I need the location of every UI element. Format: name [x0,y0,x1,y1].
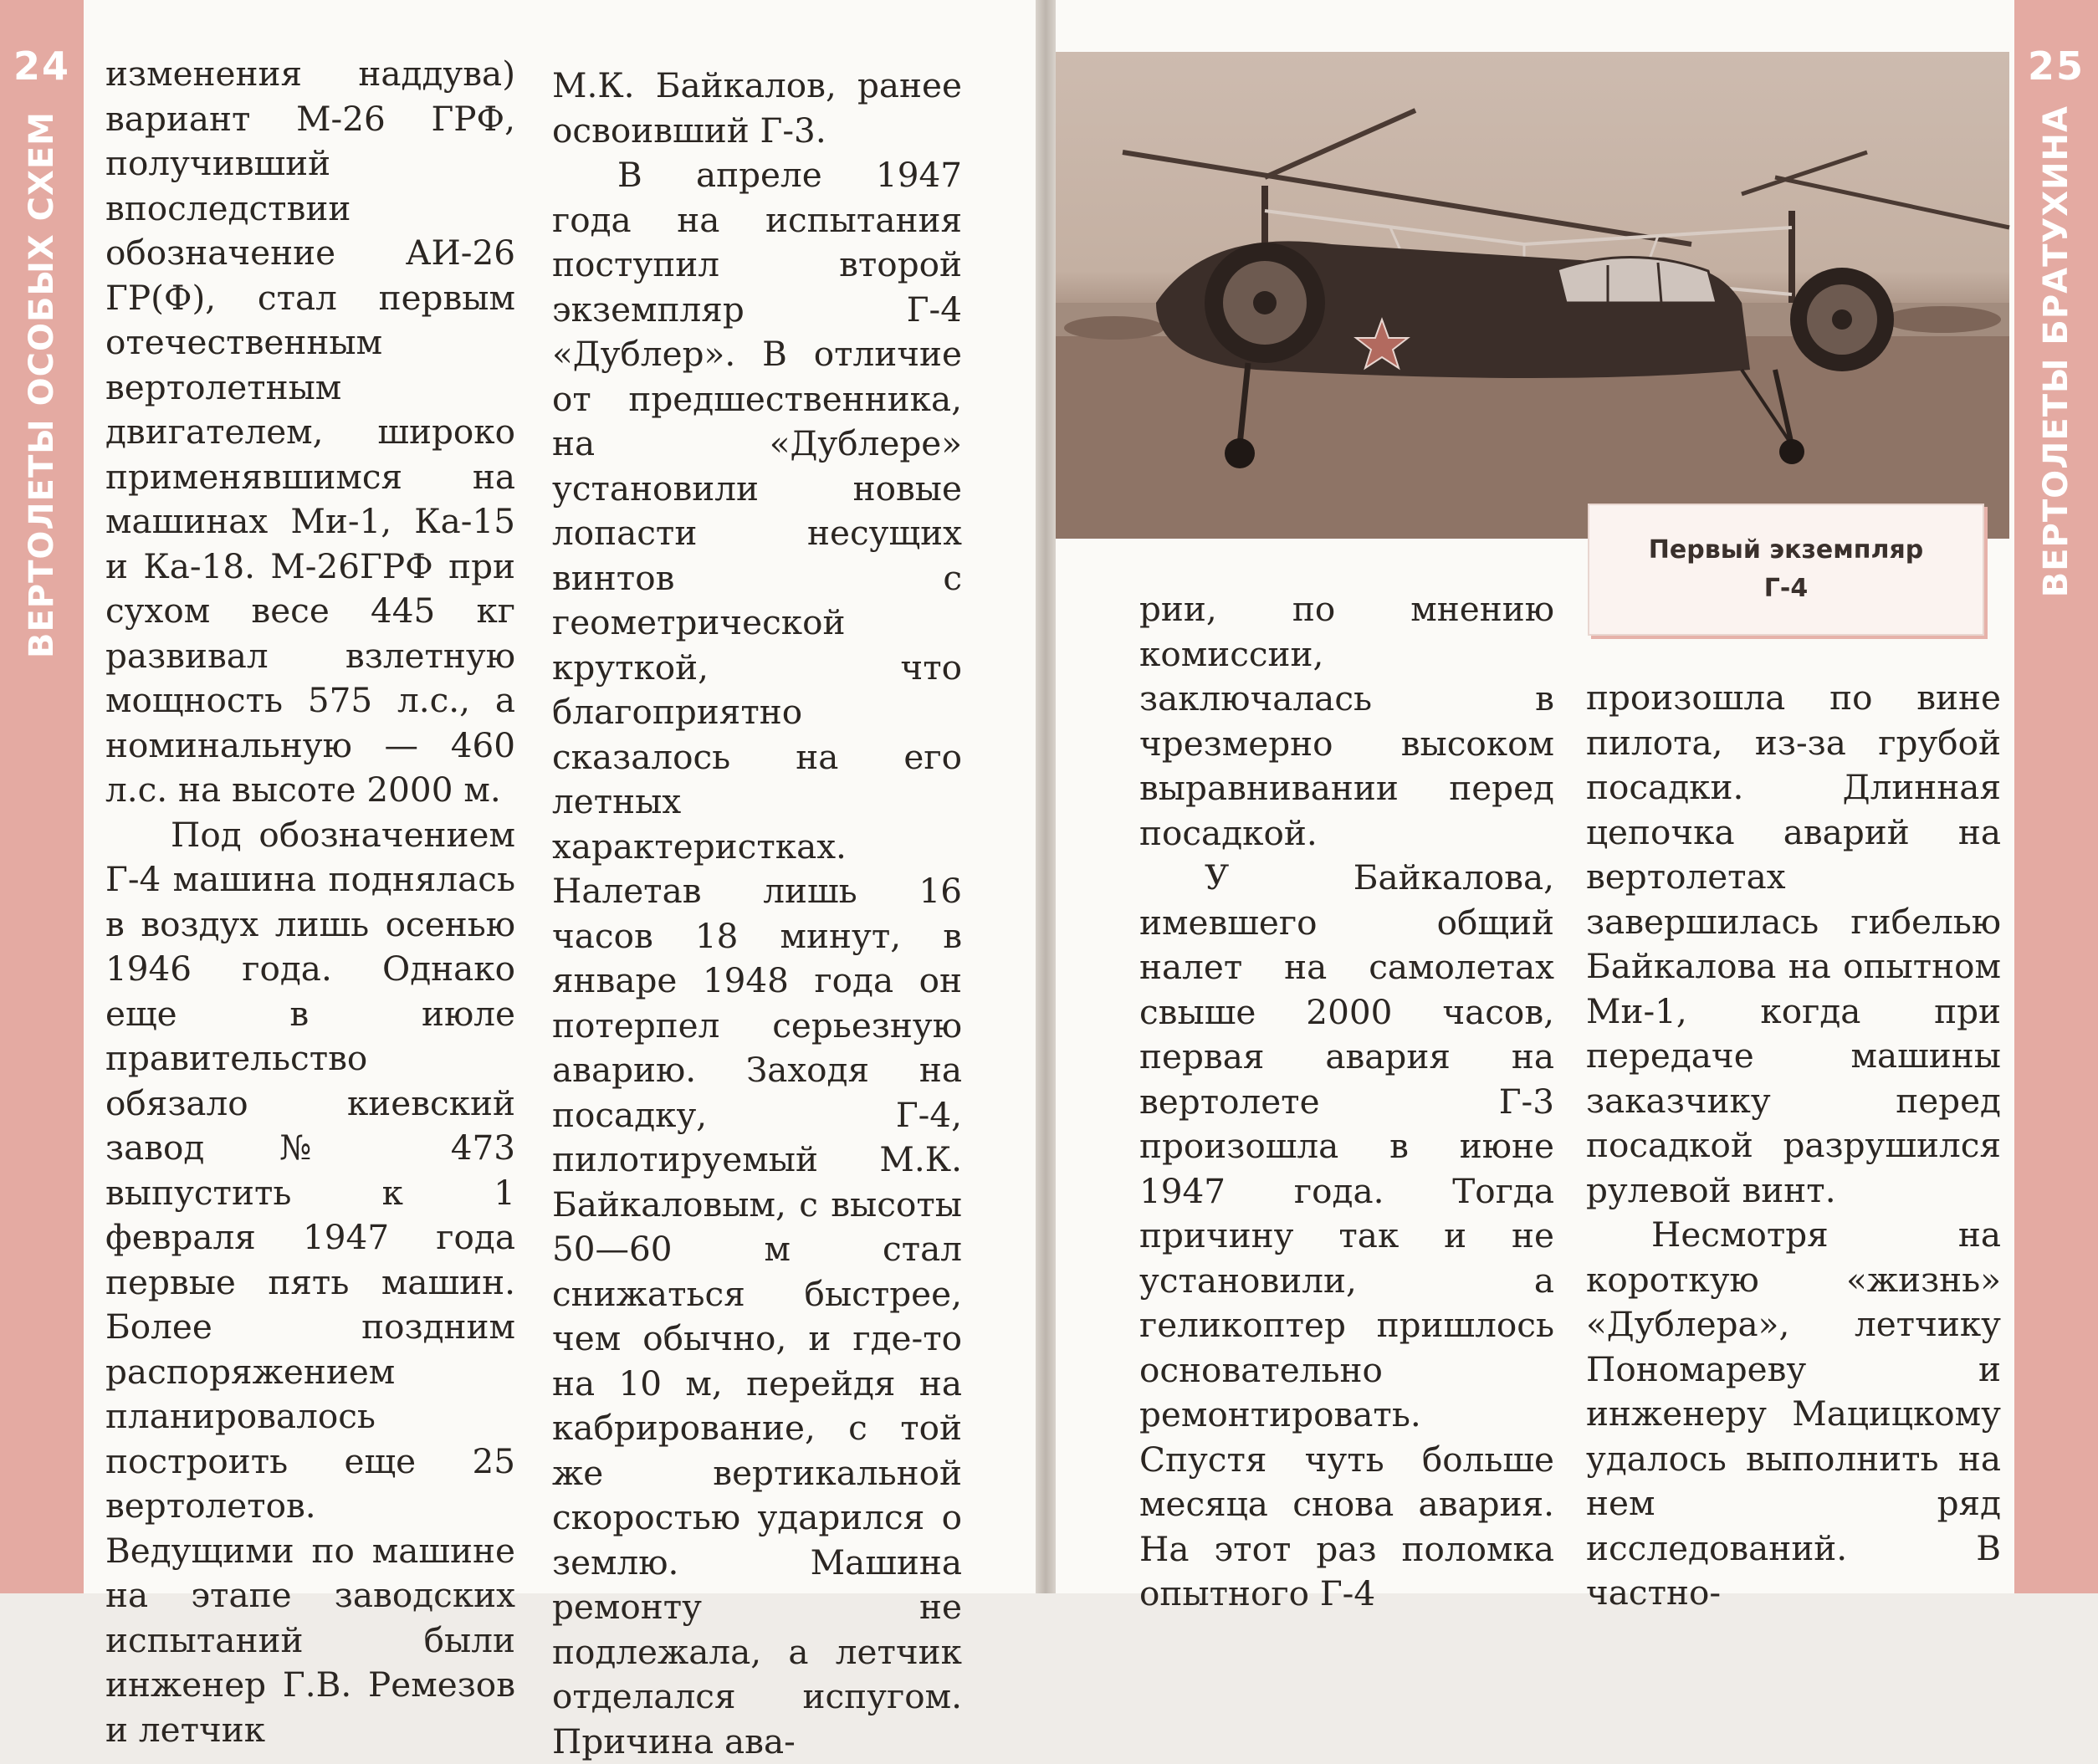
section-title-right-text: ВЕРТОЛЕТЫ БРАТУХИНА [2037,105,2075,598]
text-column-2 [552,64,962,1764]
paragraph: Под обозначением Г-4 машина поднялась в воздух лишь осенью 1946 года. Однако еще в июле правительство обязало киевский завод № 473 выпустить к 1 февраля 1947 года первые пять машин. Более поздним распоряжением планировалось построить еще 25 вертолетов. Ведущими по машине на этапе заводских испытаний были инженер Г.В. Ремезов и летчик [105,814,515,1750]
left-page [0,0,1036,1761]
photo-caption [1588,504,1984,636]
paragraph: М.К. Байкалов, ранее освоивший Г-3. [552,65,962,151]
paragraph: Несмотря на короткую «жизнь» «Дублера», летчику Пономареву и инженеру Мацицкому удалось выполнить на нем ряд исследований. В частно- [1586,1214,2001,1613]
text-column-3 [1139,587,1554,1617]
paragraph: изменения наддува) вариант М-26 ГРФ, получивший впоследствии обозначение АИ-26 ГР(Ф), стал первым отечественным вертолетным двигателем, широко применявшимся на машинах Ми-1, Ка-15 и Ка-18. М-26ГРФ при сухом весе 445 кг развивал взлетную мощность 575 л.с., а номинальную — 460 л.с. на высоте 2000 м. [105,54,515,810]
paragraph: рии, по мнению комиссии, заключалась в чрезмерно высоком выравнивании перед посадкой. [1139,589,1554,853]
page-number-left: 24 [13,43,70,89]
book-gutter [1036,0,1056,1593]
section-title-left [0,100,84,669]
paragraph: В апреле 1947 года на испытания поступил второй экземпляр Г-4 «Дублер». В отличие от предшественника, на «Дублере» установили новые лопасти несущих винтов с геометрической круткой, что благоприятно сказалось на его летных характеристках. Налетав лишь 16 часов 18 минут, в январе 1948 года он потерпел серьезную аварию. Заходя на посадку, Г-4, пилотируемый М.К. Байкаловым, с высоты 50—60 м стал снижаться быстрее, чем обычно, и где-то на 10 м, перейдя на кабрирование, с той же вертикальной скоростью ударился о землю. Машина ремонту не подлежала, а летчик отделался испугом. Причина ава- [552,155,962,1761]
paragraph: произошла по вине пилота, из-за грубой посадки. Длинная цепочка аварий на вертолетах завершилась гибелью Байкалова на опытном Ми-1, когда при передаче машины заказчику перед посадкой разрушился рулевой винт. [1586,677,2001,1210]
text-column-4 [1586,676,2001,1616]
page-number-right: 25 [2027,43,2085,89]
section-title-left-text: ВЕРТОЛЕТЫ ОСОБЫХ СХЕМ [23,110,61,658]
section-title-right [2014,100,2098,602]
helicopter-illustration [1056,52,2009,539]
photo-caption-text: Первый экземпляр Г-4 [1648,535,1924,603]
paragraph: У Байкалова, имевшего общий налет на самолетах свыше 2000 часов, первая авария на вертолете Г-3 произошла в июне 1947 года. Тогда причину так и не установили, а геликоптер пришлось основательно ремонтировать. Спустя чуть больше месяца снова авария. На этот раз поломка опытного Г-4 [1139,857,1554,1613]
helicopter-photo [1056,52,2009,539]
text-column-1 [105,52,515,1752]
